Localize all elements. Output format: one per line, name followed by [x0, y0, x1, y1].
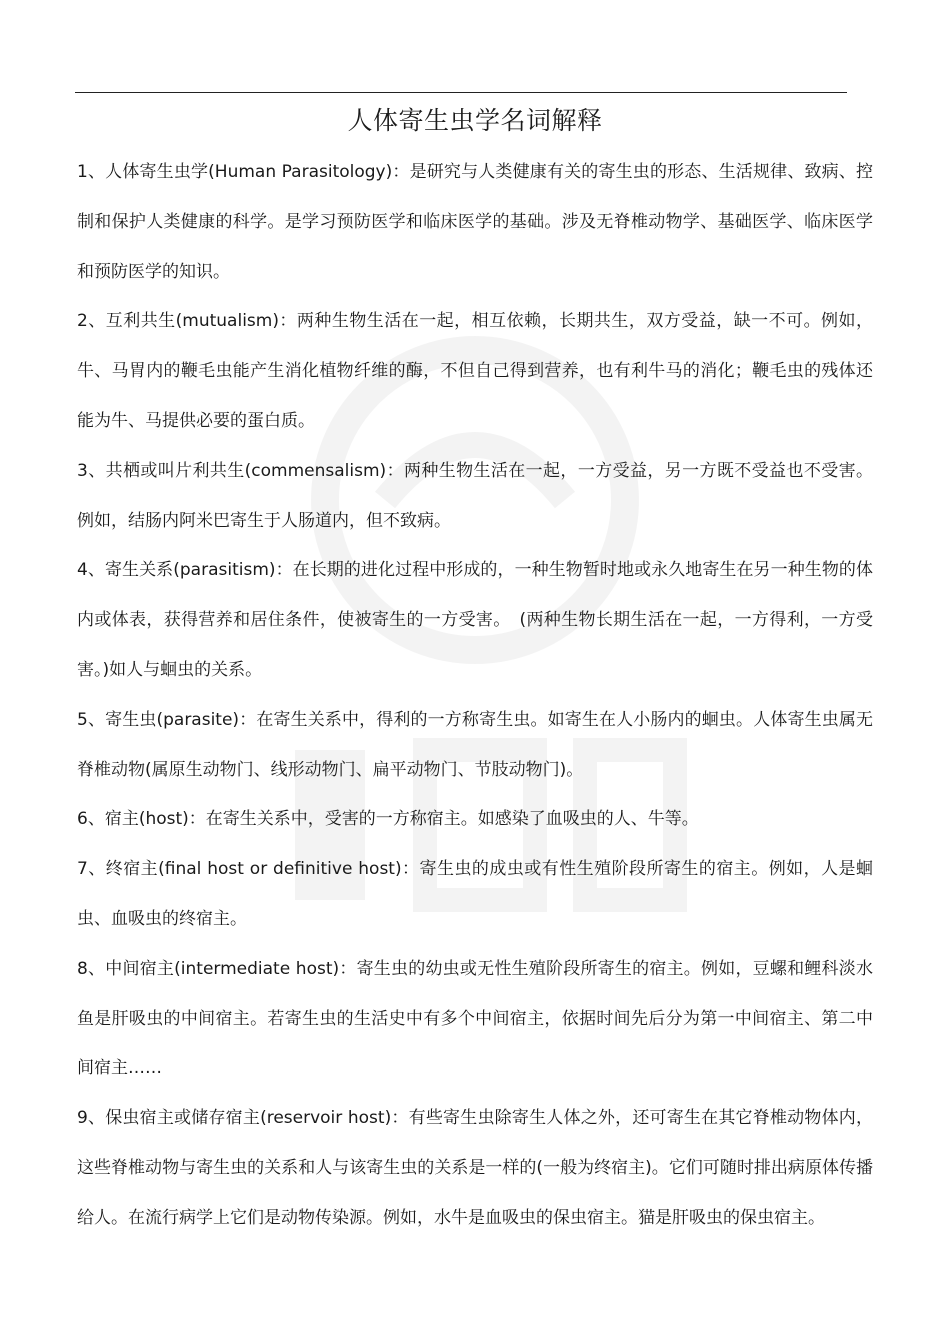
definition-entry: 6、宿主(host)：在寄生关系中，受害的一方称宿主。如感染了血吸虫的人、牛等。 — [77, 809, 699, 830]
definition-entry: 9、保虫宿主或储存宿主(reservoir host)：有些寄生虫除寄生人体之外，还可寄生在其它脊椎动物体内，这些脊椎动物与寄生虫的关系和人与该寄生虫的关系是一样的(一般为终宿主)。它们可随时排出病原体传播给人。在流行病学上它们是动物传染源。例如，水牛是血吸虫的保虫宿主。猫是肝吸虫的保虫宿主。 — [77, 1108, 873, 1228]
definition-entry: 1、人体寄生虫学(Human Parasitology)：是研究与人类健康有关的寄生虫的形态、生活规律、致病、控制和保护人类健康的科学。是学习预防医学和临床医学的基础。涉及无脊椎动物学、基础医学、临床医学和预防医学的知识。 — [77, 162, 873, 282]
header-rule — [75, 92, 847, 93]
definition-entry: 8、中间宿主(intermediate host)：寄生虫的幼虫或无性生殖阶段所寄生的宿主。例如，豆螺和鲤科淡水鱼是肝吸虫的中间宿主。若寄生虫的生活史中有多个中间宿主，依据时间先后分为第一中间宿主、第二中间宿主…… — [77, 958, 873, 1079]
definition-entry: 7、终宿主(final host or definitive host)：寄生虫的成虫或有性生殖阶段所寄生的宿主。例如，人是蛔虫、血吸虫的终宿主。 — [77, 859, 873, 929]
definition-entry: 3、共栖或叫片利共生(commensalism)：两种生物生活在一起，一方受益，另一方既不受益也不受害。例如，结肠内阿米巴寄生于人肠道内，但不致病。 — [77, 460, 873, 531]
definition-entry: 5、寄生虫(parasite)：在寄生关系中，得利的一方称寄生虫。如寄生在人小肠内的蛔虫。人体寄生虫属无脊椎动物(属原生动物门、线形动物门、扁平动物门、节肢动物门)。 — [77, 709, 873, 780]
page-title: 人体寄生虫学名词解释 — [347, 106, 603, 135]
definition-entry: 2、互利共生(mutualism)：两种生物生活在一起，相互依赖，长期共生，双方受益，缺一不可。例如，牛、马胃内的鞭毛虫能产生消化植物纤维的酶，不但自己得到营养，也有利牛马的消化；鞭毛虫的残体还能为牛、马提供必要的蛋白质。 — [77, 311, 873, 431]
definitions-list — [77, 148, 873, 1244]
definition-entry: 4、寄生关系(parasitism)：在长期的进化过程中形成的，一种生物暂时地或永久地寄生在另一种生物的体内或体表，获得营养和居住条件，使被寄生的一方受害。 (两种生物长期生活在一起，一方得利，一方受害。)如人与蛔虫的关系。 — [77, 560, 873, 680]
